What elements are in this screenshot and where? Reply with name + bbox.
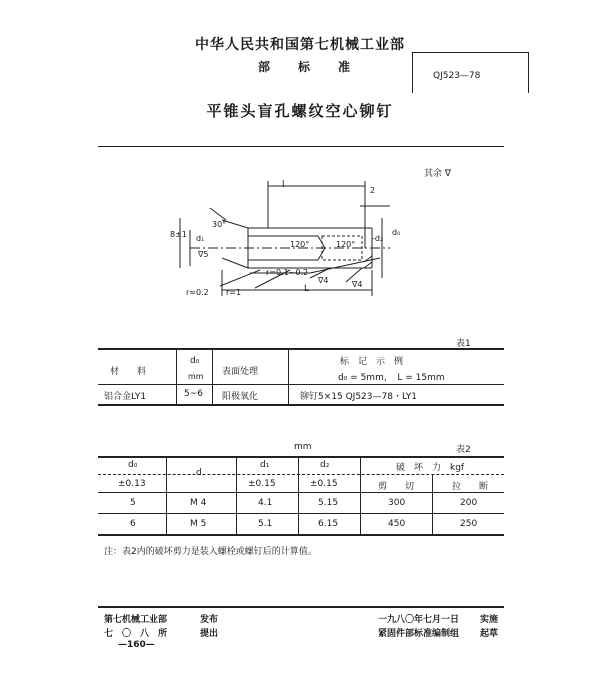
t2-row1-d2: 5.15 xyxy=(318,498,339,508)
t1-header-d0-unit: mm xyxy=(188,372,204,381)
table2-note: 注：表2内的破坏剪力是装入螺栓或螺钉后的计算值。 xyxy=(104,547,317,557)
t2-row2-d0: 6 xyxy=(130,519,136,529)
standard-type-char-1: 部 xyxy=(258,60,271,74)
t1-header-surface: 表面处理 xyxy=(222,367,259,377)
footer-divider xyxy=(98,606,504,608)
dim-L-label: L xyxy=(304,284,310,294)
t1-header-material: 材 料 xyxy=(110,367,147,377)
dim-2-label: 2 xyxy=(370,186,376,195)
footer-drafted: 起草 xyxy=(480,629,499,639)
ministry-title: 中华人民共和国第七机械工业部 xyxy=(195,37,405,53)
side-dim-label: 8±1 xyxy=(170,230,187,239)
dim-l-label: l xyxy=(282,180,285,190)
surface-finish-note: 其余 ∇ xyxy=(424,169,451,179)
t2-header-d1-tol: ±0.15 xyxy=(248,479,276,489)
standard-type-char-3: 准 xyxy=(338,60,351,74)
t2-header-d0-tol: ±0.13 xyxy=(118,479,146,489)
t2-row2-d: M 5 xyxy=(190,519,207,529)
t2-header-force: 破 坏 力 kgf xyxy=(396,463,465,473)
t1-cell-d0: 5~6 xyxy=(184,389,203,399)
roughness-4a-label: ∇4 xyxy=(318,276,329,285)
t2-row2-d1: 5.1 xyxy=(258,519,273,529)
t2-row1-shear: 300 xyxy=(388,498,406,508)
angle-30-label: 30° xyxy=(212,220,227,229)
footer-date: 一九八〇年七月一日 xyxy=(378,615,460,625)
t2-row1-d: M 4 xyxy=(190,498,207,508)
t1-header-d0: d₀ xyxy=(190,356,200,366)
footer-drafter: 紧固件部标准编制组 xyxy=(378,629,460,639)
footer-issuer-b: 七 〇 八 所 xyxy=(104,629,168,639)
t2-header-d2-tol: ±0.15 xyxy=(310,479,338,489)
t2-row2-d2: 6.15 xyxy=(318,519,339,529)
footer-issued: 发布 xyxy=(200,615,219,625)
t2-header-tension: 拉 断 xyxy=(452,482,489,492)
t2-header-d2: d₂ xyxy=(320,460,330,470)
footer-proposed: 提出 xyxy=(200,629,219,639)
t2-header-d0: d₀ xyxy=(128,460,138,470)
standard-code-box xyxy=(412,52,529,93)
radius-label: r=0.1~0.2 xyxy=(266,268,309,277)
table2-unit: mm xyxy=(294,442,312,452)
t2-row1-d0: 5 xyxy=(130,498,136,508)
document-title: 平锥头盲孔螺纹空心铆钉 xyxy=(206,102,394,120)
t1-header-marking: 标 记 示 例 xyxy=(340,357,404,367)
table2-label: 表2 xyxy=(456,445,471,455)
t2-row2-tension: 250 xyxy=(460,519,478,529)
d0-label: d₀ xyxy=(392,228,401,237)
standard-code: QJ523—78 xyxy=(433,71,481,81)
angle-120-label: 120° xyxy=(290,240,310,249)
d1-label: d₁ xyxy=(196,234,205,243)
footer-effective: 实施 xyxy=(480,615,499,625)
t2-row2-shear: 450 xyxy=(388,519,406,529)
t2-header-shear: 剪 切 xyxy=(378,482,415,492)
d2-label: -d₂ xyxy=(372,234,384,243)
page-number: —160— xyxy=(118,640,155,650)
standard-type-char-2: 标 xyxy=(298,60,311,74)
t2-header-d1: d₁ xyxy=(260,460,270,470)
roughness-4b-label: ∇4 xyxy=(352,280,363,289)
t2-row1-d1: 4.1 xyxy=(258,498,273,508)
lower-left-label: r≈0.2 xyxy=(186,288,209,297)
lower-mid-label: r=1 xyxy=(226,288,242,297)
t1-cell-material: 铝合金LY1 xyxy=(104,392,147,402)
angle-120b-label: 120° xyxy=(336,240,356,249)
title-divider xyxy=(98,146,504,147)
roughness-5-label: ∇5 xyxy=(198,250,209,259)
t2-row1-tension: 200 xyxy=(460,498,478,508)
t1-header-marking-example: d₀ = 5mm， L = 15mm xyxy=(338,373,445,383)
table1-label: 表1 xyxy=(456,339,471,349)
t1-cell-marking: 铆钉5×15 QJ523—78・LY1 xyxy=(300,392,417,402)
t2-header-d: d xyxy=(196,468,202,478)
footer-issuer-a: 第七机械工业部 xyxy=(104,615,168,625)
t1-cell-surface: 阳极氧化 xyxy=(222,392,259,402)
